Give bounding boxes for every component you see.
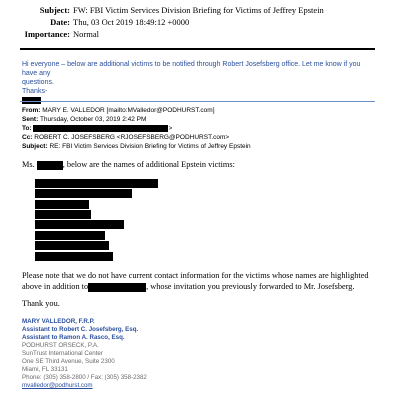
fwd-cc-row xyxy=(22,134,229,141)
header-importance-value: Normal xyxy=(73,29,99,39)
header-date-row xyxy=(0,17,189,27)
salutation-suffix: , below are the names of additional Epstein victims: xyxy=(62,160,235,169)
body-paragraph-line-1: Please note that we do not have current contact information for the victims whose names are highlighted xyxy=(22,271,369,280)
fwd-sent-row xyxy=(22,116,146,123)
redacted-list-item xyxy=(35,252,113,261)
fwd-to-label: To: xyxy=(22,125,32,133)
header-date-label: Date: xyxy=(50,17,70,27)
fwd-cc-value: ROBERT C. JOSEFSBERG <RJOSEFSBERG@PODHURST.com> xyxy=(34,134,230,141)
salutation-prefix: Ms. xyxy=(22,160,35,169)
note-line-2: questions. xyxy=(22,79,54,86)
signature-name: MARY VALLEDOR, F.R.P. xyxy=(22,318,95,325)
fwd-to-redacted xyxy=(33,125,168,132)
body-paragraph-line-2 xyxy=(22,282,355,292)
fwd-to-row xyxy=(22,125,172,132)
redacted-list-item xyxy=(35,231,105,240)
fwd-from-label: From: xyxy=(22,107,41,114)
header-importance-row xyxy=(0,29,99,39)
fwd-from-value: MARY E. VALLEDOR [mailto:MValledor@PODHURST.com] xyxy=(42,107,215,114)
fwd-from-row xyxy=(22,107,215,114)
fwd-subject-label: Subject: xyxy=(22,143,48,150)
fwd-sent-value: Thursday, October 03, 2019 2:42 PM xyxy=(39,116,147,123)
redacted-list-item xyxy=(35,200,89,209)
signature-email-link[interactable]: mvalledor@podhurst.com xyxy=(22,382,93,389)
thank-you: Thank you. xyxy=(22,299,60,308)
header-divider xyxy=(20,48,375,50)
redacted-list-item xyxy=(35,210,91,219)
para-redacted-name xyxy=(88,283,146,292)
signature-firm: PODHURST ORSECK, P.A. xyxy=(22,342,99,349)
signature-role-1: Assistant to Robert C. Josefsberg, Esq. xyxy=(22,326,139,333)
fwd-subject-value: RE: FBI Victim Services Division Briefing for Victims of Jeffrey Epstein xyxy=(49,143,251,150)
signature-address-1: One SE Third Avenue, Suite 2300 xyxy=(22,358,115,365)
para-line2-prefix: above in addition to xyxy=(22,282,89,291)
note-divider xyxy=(20,101,375,102)
fwd-cc-label: Cc: xyxy=(22,134,33,141)
salutation xyxy=(22,160,235,170)
signature-phone: Phone: (305) 358-2800 / Fax: (305) 358-2382 xyxy=(22,374,147,381)
redacted-list-item xyxy=(35,179,158,188)
salutation-redacted-name xyxy=(37,161,63,170)
forward-note xyxy=(22,60,374,105)
signature-address-2: Miami, FL 33131 xyxy=(22,366,68,373)
header-importance-label: Importance: xyxy=(24,29,70,39)
header-subject-label: Subject: xyxy=(39,5,70,15)
redacted-list-item xyxy=(35,241,109,250)
note-line-1: Hi everyone – below are additional victims to be notified through Robert Josefsberg office. Let me know if you have any xyxy=(22,61,361,77)
note-line-3: Thanks- xyxy=(22,88,48,95)
header-subject-value: FW: FBI Victim Services Division Briefing for Victims of Jeffrey Epstein xyxy=(73,5,324,15)
signature-role-2: Assistant to Ramon A. Rasco, Esq. xyxy=(22,334,125,341)
fwd-sent-label: Sent: xyxy=(22,116,39,123)
fwd-subject-row xyxy=(22,143,251,150)
header-subject-row xyxy=(0,5,324,15)
redacted-list-item xyxy=(35,189,132,198)
para-line2-suffix: , whose invitation you previously forwarded to Mr. Josefsberg. xyxy=(146,282,355,291)
fwd-to-suffix: > xyxy=(168,125,173,133)
signature-building: SunTrust International Center xyxy=(22,350,103,357)
redacted-list-item xyxy=(35,220,124,229)
header-date-value: Thu, 03 Oct 2019 18:49:12 +0000 xyxy=(73,17,190,27)
